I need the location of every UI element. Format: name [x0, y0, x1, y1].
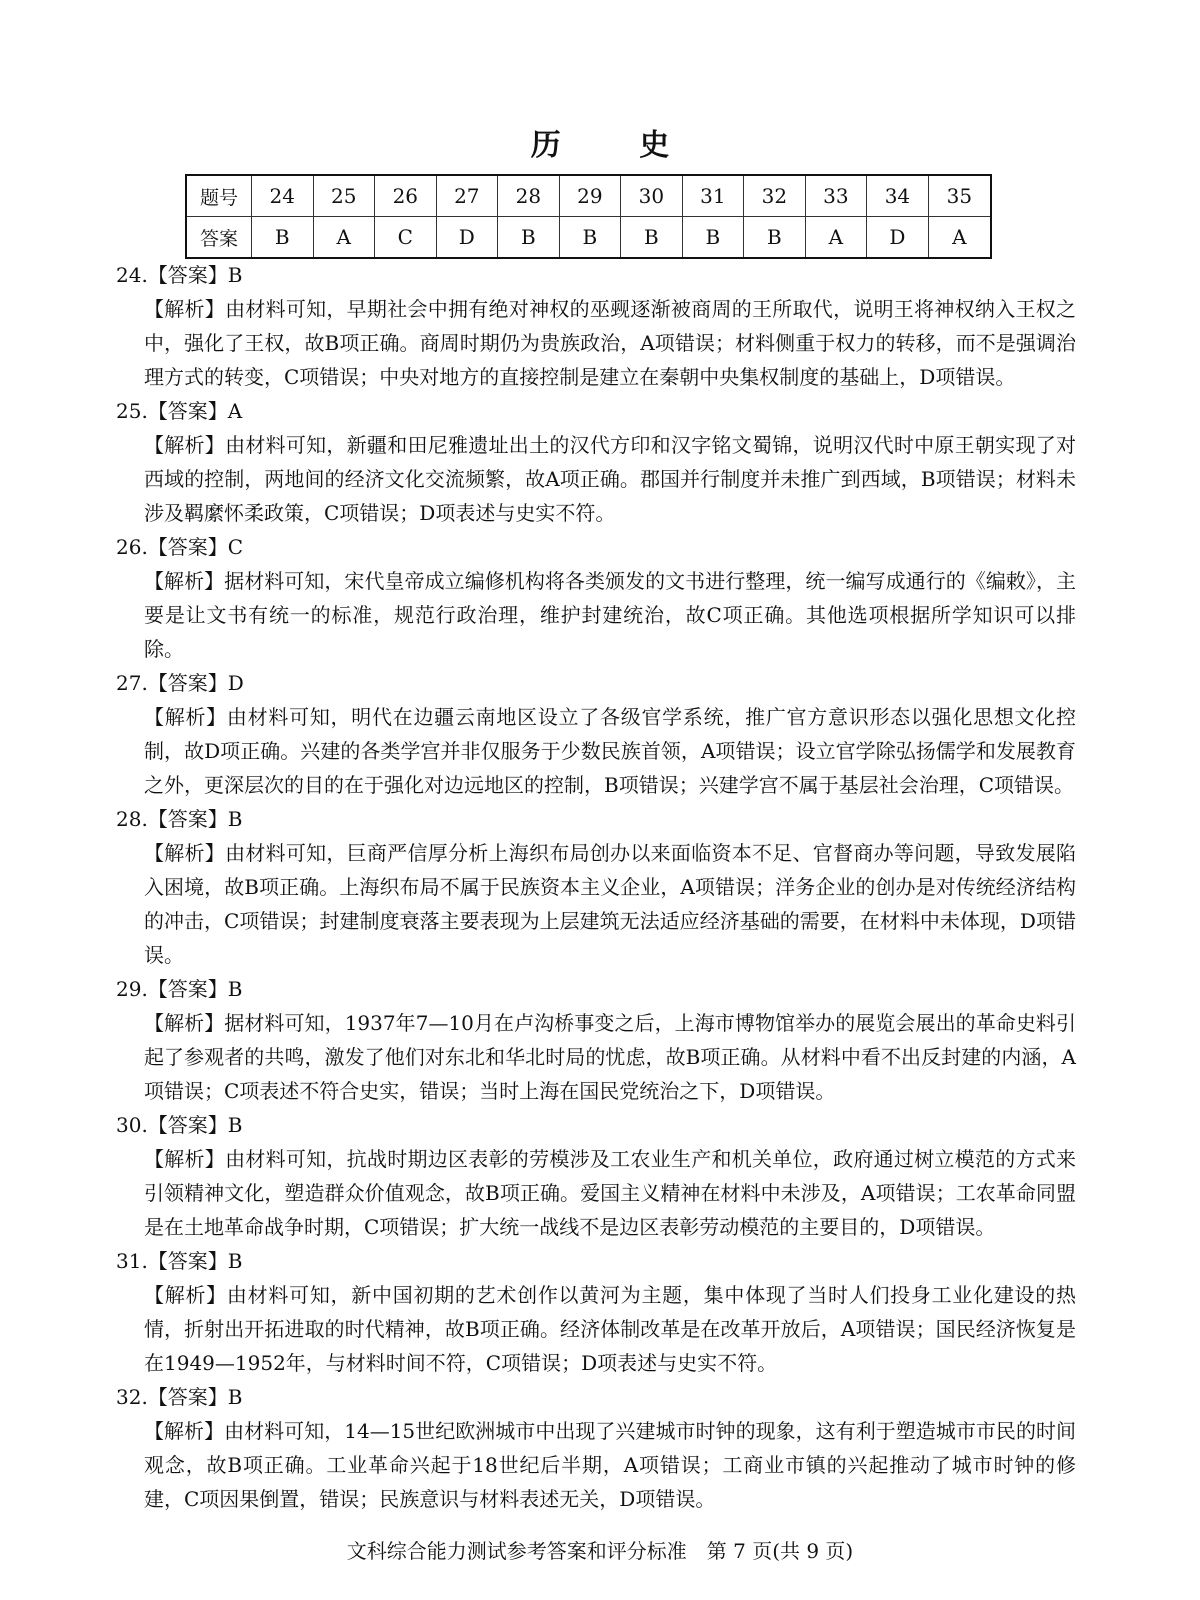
- question-item-27: [116, 666, 1076, 802]
- analysis-text: 【解析】由材料可知，早期社会中拥有绝对神权的巫觋逐渐被商周的王所取代，说明王将神权纳入王权之中，强化了王权，故B项正确。商周时期仍为贵族政治，A项错误；材料侧重于权力的转移，而不是强调治理方式的转变，C项错误；中央对地方的直接控制是建立在秦朝中央集权制度的基础上，D项错误。: [144, 297, 1076, 389]
- question-item-24: [116, 258, 1076, 394]
- page-title: 历 史: [530, 128, 704, 163]
- answer-row: [186, 217, 991, 259]
- question-number-row: [186, 175, 991, 217]
- question-item-25: [116, 394, 1076, 530]
- question-number-cell: 25: [313, 175, 375, 217]
- answer-cell: C: [375, 217, 437, 259]
- row-label-question-number: 题号: [186, 175, 252, 217]
- answer-cell: A: [928, 217, 991, 259]
- answer-heading: 31.【答案】B: [116, 1249, 243, 1273]
- answer-heading: 26.【答案】C: [116, 535, 244, 559]
- answer-key-table: [185, 174, 992, 259]
- answer-explanations: [116, 258, 1076, 1516]
- question-number-cell: 33: [805, 175, 867, 217]
- analysis-text: 【解析】由材料可知，新疆和田尼雅遗址出土的汉代方印和汉字铭文蜀锦，说明汉代时中原王朝实现了对西域的控制，两地间的经济文化交流频繁，故A项正确。郡国并行制度并未推广到西域，B项错误；材料未涉及羁縻怀柔政策，C项错误；D项表述与史实不符。: [144, 433, 1076, 525]
- answer-heading: 27.【答案】D: [116, 671, 244, 695]
- analysis-text: 【解析】由材料可知，巨商严信厚分析上海织布局创办以来面临资本不足、官督商办等问题，导致发展陷入困境，故B项正确。上海织布局不属于民族资本主义企业，A项错误；洋务企业的创办是对传统经济结构的冲击，C项错误；封建制度衰落主要表现为上层建筑无法适应经济基础的需要，在材料中未体现，D项错误。: [144, 841, 1076, 967]
- row-label-answer: 答案: [186, 217, 252, 259]
- question-item-31: [116, 1244, 1076, 1380]
- question-number-cell: 35: [928, 175, 991, 217]
- question-item-28: [116, 802, 1076, 972]
- question-number-cell: 24: [252, 175, 314, 217]
- question-item-29: [116, 972, 1076, 1108]
- analysis-text: 【解析】由材料可知，新中国初期的艺术创作以黄河为主题，集中体现了当时人们投身工业化建设的热情，折射出开拓进取的时代精神，故B项正确。经济体制改革是在改革开放后，A项错误；国民经济恢复是在1949—1952年，与材料时间不符，C项错误；D项表述与史实不符。: [144, 1283, 1076, 1375]
- analysis-text: 【解析】由材料可知，明代在边疆云南地区设立了各级官学系统，推广官方意识形态以强化思想文化控制，故D项正确。兴建的各类学宫并非仅服务于少数民族首领，A项错误；设立官学除弘扬儒学和发展教育之外，更深层次的目的在于强化对边远地区的控制，B项错误；兴建学宫不属于基层社会治理，C项错误。: [144, 705, 1076, 797]
- answer-heading: 25.【答案】A: [116, 399, 243, 423]
- question-number-cell: 30: [621, 175, 683, 217]
- question-number-cell: 34: [867, 175, 929, 217]
- question-item-32: [116, 1380, 1076, 1516]
- question-number-cell: 32: [744, 175, 806, 217]
- answer-cell: B: [682, 217, 744, 259]
- answer-heading: 28.【答案】B: [116, 807, 243, 831]
- page-footer: 文科综合能力测试参考答案和评分标准 第 7 页(共 9 页): [346, 1539, 854, 1563]
- answer-heading: 29.【答案】B: [116, 977, 243, 1001]
- question-number-cell: 27: [436, 175, 498, 217]
- answer-heading: 24.【答案】B: [116, 263, 243, 287]
- answer-cell: D: [436, 217, 498, 259]
- question-item-26: [116, 530, 1076, 666]
- answer-cell: B: [252, 217, 314, 259]
- answer-cell: A: [313, 217, 375, 259]
- analysis-text: 【解析】据材料可知，宋代皇帝成立编修机构将各类颁发的文书进行整理，统一编写成通行的《编敕》，主要是让文书有统一的标准，规范行政治理，维护封建统治，故C项正确。其他选项根据所学知识可以排除。: [144, 569, 1076, 661]
- question-number-cell: 26: [375, 175, 437, 217]
- answer-cell: B: [621, 217, 683, 259]
- question-number-cell: 31: [682, 175, 744, 217]
- analysis-text: 【解析】由材料可知，抗战时期边区表彰的劳模涉及工农业生产和机关单位，政府通过树立模范的方式来引领精神文化，塑造群众价值观念，故B项正确。爱国主义精神在材料中未涉及，A项错误；工农革命同盟是在土地革命战争时期，C项错误；扩大统一战线不是边区表彰劳动模范的主要目的，D项错误。: [144, 1147, 1076, 1239]
- answer-cell: A: [805, 217, 867, 259]
- answer-cell: B: [498, 217, 560, 259]
- question-item-30: [116, 1108, 1076, 1244]
- question-number-cell: 28: [498, 175, 560, 217]
- answer-cell: B: [744, 217, 806, 259]
- answer-cell: D: [867, 217, 929, 259]
- answer-heading: 30.【答案】B: [116, 1113, 243, 1137]
- analysis-text: 【解析】由材料可知，14—15世纪欧洲城市中出现了兴建城市时钟的现象，这有利于塑造城市市民的时间观念，故B项正确。工业革命兴起于18世纪后半期，A项错误；工商业市镇的兴起推动了城市时钟的修建，C项因果倒置，错误；民族意识与材料表述无关，D项错误。: [144, 1419, 1076, 1511]
- analysis-text: 【解析】据材料可知，1937年7—10月在卢沟桥事变之后，上海市博物馆举办的展览会展出的革命史料引起了参观者的共鸣，激发了他们对东北和华北时局的忧虑，故B项正确。从材料中看不出反封建的内涵，A项错误；C项表述不符合史实，错误；当时上海在国民党统治之下，D项错误。: [144, 1011, 1076, 1103]
- answer-heading: 32.【答案】B: [116, 1385, 243, 1409]
- question-number-cell: 29: [559, 175, 621, 217]
- answer-cell: B: [559, 217, 621, 259]
